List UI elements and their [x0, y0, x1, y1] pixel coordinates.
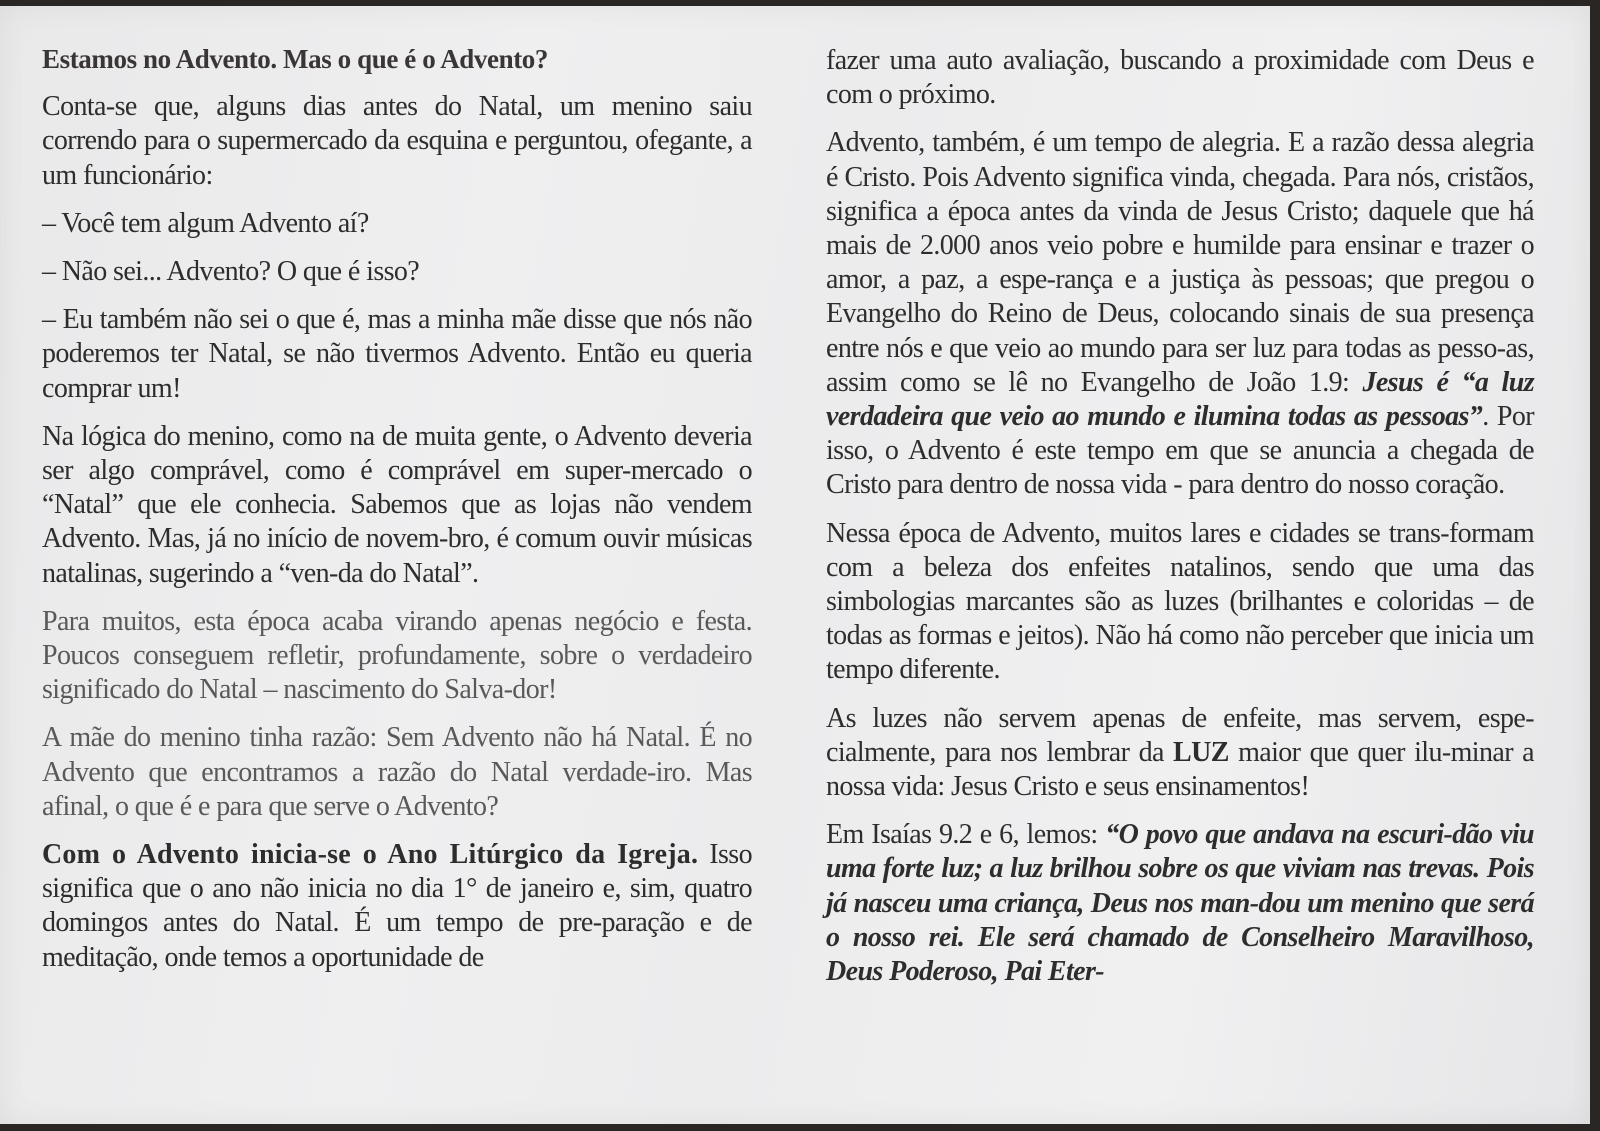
isaiah-intro: Em Isaías 9.2 e 6, lemos: [826, 819, 1106, 851]
paragraph-decorations: Nessa época de Advento, muitos lares e cidades se trans-formam com a beleza dos enfeites natalinos, sendo que uma das simbologias marcantes são as luzes (brilhantes e coloridas – de todas as formas e jeitos). Não há como não perceber que inicia um tempo diferente. [826, 517, 1534, 686]
joy-text: Advento, também, é um tempo de alegria. E a razão dessa alegria é Cristo. Pois Advento significa vinda, chegada. Para nós, cristãos, significa a época antes da vinda de Jesus Cristo; daquele que há mais de 2.000 anos veio pobre e humilde para ensinar e trazer o amor, a paz, a espe-rança e a justiça às pessoas; que pregou o Evangelho do Reino de Deus, colocando sinais de sua presença entre nós e que veio ao mundo para ser luz para todas as pesso-as, assim como se lê no Evangelho de João 1.9: [826, 127, 1534, 398]
dialogue-line-clerk: – Não sei... Advento? O que é isso? [42, 256, 420, 288]
paragraph-lights [826, 702, 1534, 805]
liturgical-year-text: Isso significa que o ano não inicia no dia 1° de janeiro e, sim, quatro domingos antes do Natal. É um tempo de pre-paração e de meditação, onde temos a oportunidade de [42, 839, 752, 973]
paragraph-logic: Na lógica do menino, como na de muita gente, o Advento deveria ser algo comprável, como é comprável em super-mercado o “Natal” que ele conhecia. Sabemos que as lojas não vendem Advento. Mas, já no início de novem-bro, é comum ouvir músicas natalinas, sugerindo a “ven-da do Natal”. [42, 420, 752, 589]
paragraph-mother: A mãe do menino tinha razão: Sem Advento não há Natal. É no Advento que encontramos a razão do Natal verdade-iro. Mas afinal, o que é e para que serve o Advento? [42, 722, 752, 822]
joy-text-end: . Por isso, o Advento é este tempo em que se anuncia a chegada de Cristo para dentro de nossa vida - para dentro do nosso coração. [826, 401, 1534, 501]
lights-text: As luzes não servem apenas de enfeite, mas servem, espe-cialmente, para nos lembrar da [826, 702, 1534, 768]
left-column [42, 42, 752, 989]
dialogue-line-boy-reply: – Eu também não sei o que é, mas a minha mãe disse que nós não poderemos ter Natal, se não tivermos Advento. Então eu queria comprar um! [42, 304, 752, 404]
paragraph-story-intro: Conta-se que, alguns dias antes do Natal, um menino saiu correndo para o supermercado da esquina e perguntou, ofegante, a um funcionário: [42, 91, 752, 191]
luz-bold: LUZ [1173, 736, 1229, 768]
lights-text-end: maior que quer ilu-minar a nossa vida: Jesus Cristo e seus ensinamentos! [826, 736, 1534, 803]
paragraph-isaiah [826, 818, 1534, 989]
john-quote: Jesus é “a luz verdadeira que veio ao mundo e ilumina todas as pessoas” [826, 366, 1534, 433]
isaiah-quote: “O povo que andava na escuri-dão viu uma forte luz; a luz brilhou sobre os que viviam nas trevas. Pois já nasceu uma criança, Deus nos man-dou um menino que será o nosso rei. Ele será chamado de Conselheiro Maravilhoso, Deus Poderoso, Pai Eter- [826, 819, 1534, 988]
paragraph-joy [826, 126, 1534, 502]
paragraph-self-evaluation: fazer uma auto avaliação, buscando a proximidade com Deus e com o próximo. [826, 45, 1534, 111]
paragraph-liturgical-year [42, 838, 752, 975]
liturgical-year-bold: Com o Advento inicia-se o Ano Litúrgico da Igreja. [42, 839, 699, 871]
section-heading: Estamos no Advento. Mas o que é o Advento? [42, 44, 548, 74]
dialogue-line-boy: – Você tem algum Advento aí? [42, 207, 369, 239]
leaflet-page [0, 6, 1590, 1124]
right-column [826, 44, 1534, 1003]
paragraph-business: Para muitos, esta época acaba virando apenas negócio e festa. Poucos conseguem refletir, profundamente, sobre o verdadeiro significado do Natal – nascimento do Salva-dor! [42, 605, 752, 706]
